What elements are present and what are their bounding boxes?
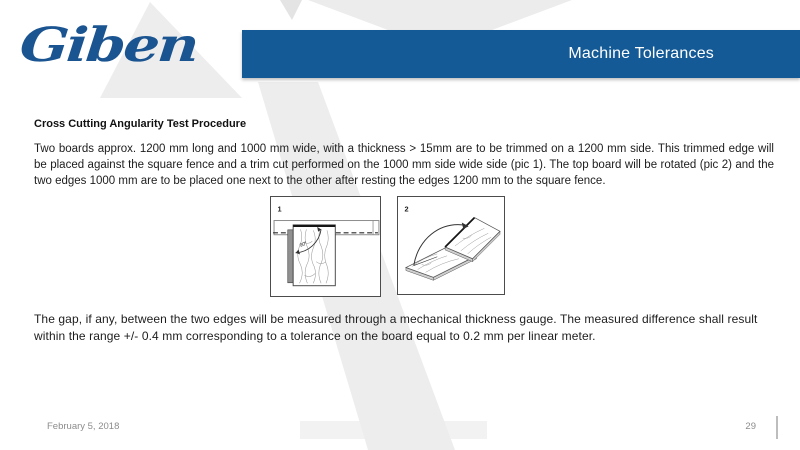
- page-number: 29: [745, 421, 756, 432]
- tolerance-paragraph: The gap, if any, between the two edges will be measured through a mechanical thickness gauge. The measured difference shall result within the range +/- 0.4 mm corresponding to a tolerance on the board equal to 0.2 mm per linear meter.: [34, 312, 758, 343]
- figure-2-rotated-board-diagram: [397, 196, 505, 295]
- fence-strip: [288, 230, 293, 283]
- board: [293, 225, 335, 286]
- footer-separator: [776, 416, 778, 439]
- figure-2-label: 2: [404, 204, 409, 214]
- procedure-paragraph: Two boards approx. 1200 mm long and 1000 mm wide, with a thickness > 15mm are to be trimmed on a 1200 mm side. This trimmed edge will be placed against the square fence and a trim cut performed on the 1000 mm side wide side (pic 1). The top board will be rotated (pic 2) and the two edges 1000 mm are to be placed one next to the other after resting the edges 1200 mm to the square fence.: [34, 143, 774, 187]
- figure-1-square-fence-diagram: [270, 196, 381, 297]
- section-heading: Cross Cutting Angularity Test Procedure: [34, 118, 247, 130]
- footer-date: February 5, 2018: [47, 421, 120, 432]
- giben-logo: Giben: [17, 18, 200, 73]
- figure-1-label: 1: [277, 204, 282, 214]
- angle-label: 90°: [299, 241, 309, 249]
- page-title: Machine Tolerances: [568, 45, 714, 62]
- header-bar: [242, 30, 800, 78]
